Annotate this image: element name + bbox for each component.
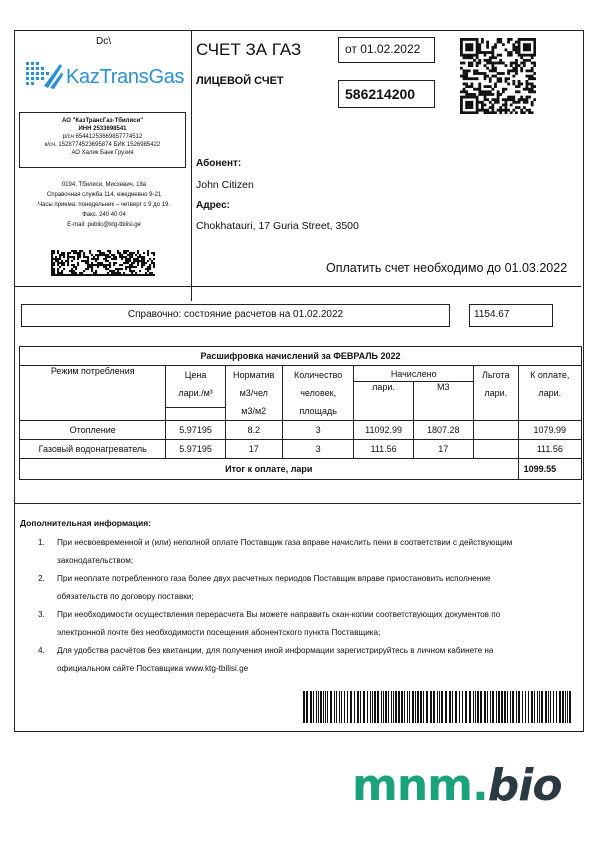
- list-text: [20, 570, 576, 606]
- header-qty-line: человек,: [300, 388, 337, 398]
- bill-title: СЧЕТ ЗА ГАЗ: [196, 40, 302, 59]
- address-line: Факс. 240 40 04: [82, 212, 126, 218]
- cell-topay: 111.56: [518, 440, 581, 459]
- company-corr-account: к/сч. 1528774523695874 БИК 1526985422: [44, 142, 161, 148]
- list-text: [20, 606, 576, 642]
- header-topay-line: лари.: [538, 388, 562, 398]
- header-benefit-line: лари.: [484, 388, 508, 398]
- header-topay-line: К оплате,: [530, 370, 570, 380]
- charges-table: [19, 346, 582, 480]
- company-name: АО "КазТрансГаз-Тбилиси": [61, 118, 144, 124]
- company-bank: АО Халик Банк Грузия: [71, 150, 134, 156]
- datamatrix-code: [51, 250, 155, 276]
- header-norm-line: м3/м2: [241, 406, 267, 416]
- due-date: Оплатить счет необходимо до 01.03.2022: [326, 261, 568, 275]
- list-line: При несвоевременной и (или) неполной оплате Поставщик газа вправе начислить пени в соответствии с действующим: [57, 538, 513, 547]
- list-number: 3.: [38, 610, 45, 619]
- header-qty-line: Количество: [293, 370, 343, 380]
- qr-code: [460, 38, 536, 114]
- watermark-logo: [352, 760, 562, 811]
- list-text: [20, 642, 576, 678]
- cell-topay: 1079.99: [518, 421, 581, 440]
- header-price-spacer: [166, 408, 225, 421]
- header-norm-line: м3/чел: [239, 388, 268, 398]
- cell-price: 5.97195: [166, 440, 225, 459]
- header-price: [166, 366, 225, 408]
- reference-balance: [21, 304, 450, 327]
- list-line: При необходимости осуществления перерасчета Вы можете направить скан-копии соответствующих документов по: [57, 610, 501, 619]
- header-topay: [518, 366, 581, 421]
- section-divider: [15, 503, 581, 504]
- cell-lari: 111.56: [354, 440, 413, 459]
- header-mode: Режим потребления: [20, 366, 166, 421]
- reference-value: 1154.67: [469, 304, 553, 327]
- cell-norm: 8.2: [225, 421, 282, 440]
- table-row: [20, 440, 582, 459]
- list-line: официальном сайте Поставщика www.ktg-tbilisi.ge: [57, 664, 249, 673]
- total-value: 1099.55: [518, 459, 581, 480]
- watermark-part2: bio: [487, 760, 562, 811]
- account-number: 586214200: [338, 80, 435, 108]
- account-label: ЛИЦЕВОЙ СЧЕТ: [196, 75, 284, 87]
- address-line: Часы приема: понедельник – четверг с 9 до 19.: [38, 202, 170, 208]
- cell-norm: 17: [225, 440, 282, 459]
- address-line: Справочная служба 114, ежедневно 9-21: [46, 192, 162, 198]
- header-benefit: [473, 366, 518, 421]
- subscriber-name: John Citizen: [196, 179, 254, 191]
- company-account: р/сч 65441253669857774512: [62, 134, 143, 140]
- list-line: При неоплате потребленного газа более двух расчетных периодов Поставщик вправе приостановить исполнение: [57, 574, 491, 583]
- company-details: [19, 112, 186, 168]
- list-line: электронной почте без необходимости посещения абонентского пункта Поставщика;: [57, 628, 381, 637]
- cell-mode: Газовый водонагреватель: [20, 440, 166, 459]
- subscriber-address: Chokhatauri, 17 Guria Street, 3500: [196, 220, 359, 232]
- header-price-line: Цена: [184, 370, 207, 380]
- subscriber-label: Абонент:: [196, 158, 242, 169]
- list-number: 1.: [38, 538, 45, 547]
- header-norm-line: Норматив: [233, 370, 275, 380]
- section-divider: [15, 286, 581, 287]
- header-price-unit: лари./м³: [178, 388, 213, 398]
- logo-text: KazTransGas: [66, 66, 185, 88]
- table-title: Расшифровка начислений за ФЕВРАЛЬ 2022: [20, 347, 582, 366]
- cell-benefit: [473, 440, 518, 459]
- header-benefit-line: Льгота: [481, 370, 510, 380]
- table-row: [20, 421, 582, 440]
- watermark-part1: mnm.: [352, 760, 488, 811]
- bill-date: от 01.02.2022: [338, 37, 435, 63]
- list-item: [20, 534, 576, 570]
- list-item: [20, 606, 576, 642]
- column-divider: [191, 31, 192, 301]
- doc-code: Dc\: [96, 36, 111, 47]
- header-charged-lari: лари.: [354, 382, 413, 421]
- header-norm: [225, 366, 282, 421]
- cell-price: 5.97195: [166, 421, 225, 440]
- additional-title: Дополнительная информация:: [20, 518, 152, 528]
- total-label: Итог к оплате, лари: [20, 459, 519, 480]
- reference-label: Справочно: состояние расчетов на 01.02.2022: [127, 309, 344, 320]
- address-label: Адрес:: [196, 200, 230, 211]
- cell-m3: 1807.28: [413, 421, 473, 440]
- list-line: Для удобства расчётов без квитанции, для получения иной информации зарегистрируйтесь в личном кабинете на: [57, 646, 494, 655]
- cell-mode: Отопление: [20, 421, 166, 440]
- list-line: законодательством;: [57, 556, 134, 565]
- list-number: 2.: [38, 574, 45, 583]
- list-item: [20, 642, 576, 678]
- company-logo: [20, 54, 190, 98]
- list-item: [20, 570, 576, 606]
- company-inn: ИНН 2533698541: [78, 126, 127, 132]
- cell-m3: 17: [413, 440, 473, 459]
- cell-qty: 3: [282, 421, 354, 440]
- address-line: E-mail: public@ktg-tbilisi.ge: [67, 222, 141, 228]
- list-line: обязательств по договору поставки;: [57, 592, 194, 601]
- header-qty-line: площадь: [299, 406, 337, 416]
- cell-qty: 3: [282, 440, 354, 459]
- header-qty: [282, 366, 354, 421]
- list-text: [20, 534, 576, 570]
- company-address: [19, 180, 189, 230]
- cell-benefit: [473, 421, 518, 440]
- additional-list: [20, 534, 576, 678]
- barcode: [303, 691, 573, 723]
- header-charged-m3: М3: [413, 382, 473, 421]
- header-charged: Начислено: [354, 366, 473, 382]
- address-line: 0194, Тбилиси, Мисхевич, 18а: [61, 182, 147, 188]
- list-number: 4.: [38, 646, 45, 655]
- cell-lari: 11092.99: [354, 421, 413, 440]
- total-row: [20, 459, 582, 480]
- logo-icon: [22, 56, 64, 98]
